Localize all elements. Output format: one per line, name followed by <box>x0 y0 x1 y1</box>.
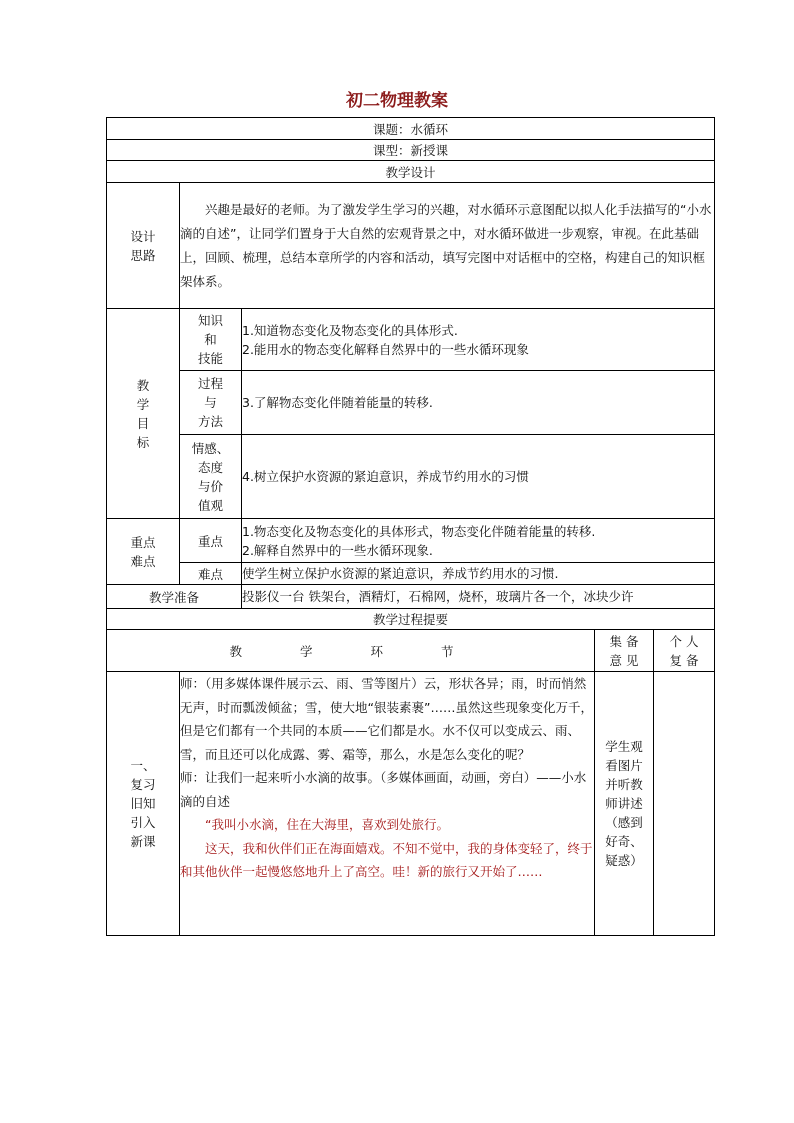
design-label: 设计 思路 <box>107 183 180 309</box>
section1-para1: 师：（用多媒体课件展示云、雨、雪等图片）云，形状各异；雨，时而悄然无声，时而瓢泼倾盆；雪，使大地“银装素裹”……虽然这些现象变化万千，但是它们都有一个共同的本质——它们都是水。水不仅可以变成云、雨、雪，而且还可以化成露、雾、霜等，那么，水是怎么变化的呢？ <box>180 676 593 762</box>
difficult-text: 使学生树立保护水资源的紧迫意识，养成节约用水的习惯. <box>242 563 715 585</box>
difficult-label: 难点 <box>180 563 242 585</box>
topic-row: 课题：水循环 <box>107 118 715 140</box>
section1-content <box>180 672 595 936</box>
personal-review-header: 个 人 复 备 <box>654 630 715 672</box>
section1-para2: 师：让我们一起来听小水滴的故事。（多媒体画面，动画，旁白）——小水滴的自述 <box>180 770 587 809</box>
section1-label: 一、 复习 旧知 引入 新课 <box>107 672 180 936</box>
key-label: 重点 <box>180 519 242 563</box>
knowledge-items: 1.知道物态变化及物态变化的具体形式. 2.能用水的物态变化解释自然界中的一些水循环现象 <box>242 309 715 371</box>
preparation-text: 投影仪一台 铁架台，酒精灯，石棉网，烧杯，玻璃片各一个，冰块少许 <box>242 585 715 609</box>
design-header: 教学设计 <box>107 161 715 183</box>
process-method-items: 3.了解物态变化伴随着能量的转移. <box>242 371 715 435</box>
steps-header: 教学环节 <box>107 630 595 672</box>
preparation-label: 教学准备 <box>107 585 242 609</box>
process-header: 教学过程提要 <box>107 609 715 630</box>
knowledge-label: 知识 和 技能 <box>180 309 242 371</box>
lesson-plan-table <box>106 117 715 936</box>
section1-para3: “我叫小水滴，住在大海里，喜欢到处旅行。 <box>205 817 449 832</box>
document-title: 初二物理教案 <box>346 91 448 111</box>
key-items: 1.物态变化及物态变化的具体形式，物态变化伴随着能量的转移. 2.解释自然界中的一些水循环现象. <box>242 519 715 563</box>
section1-note: 学生观 看图片 并听教 师讲述 （感到 好奇、 疑惑） <box>595 672 654 936</box>
section1-para4: 这天，我和伙伴们正在海面嬉戏。不知不觉中，我的身体变轻了，终于和其他伙伴一起慢悠悠地升上了高空。哇！新的旅行又开始了…… <box>180 840 593 879</box>
objectives-label: 教 学 目 标 <box>107 309 180 519</box>
type-row: 课型：新授课 <box>107 140 715 161</box>
process-method-label: 过程 与 方法 <box>180 371 242 435</box>
emotion-items: 4.树立保护水资源的紧迫意识，养成节约用水的习惯 <box>242 435 715 519</box>
design-text: 兴趣是最好的老师。为了激发学生学习的兴趣，对水循环示意图配以拟人化手法描写的“小水滴的自述”，让同学们置身于大自然的宏观背景之中，对水循环做进一步观察，审视。在此基础上，回顾、梳理，总结本章所学的内容和活动，填写完图中对话框中的空格，构建自己的知识框架体系。 <box>180 183 715 309</box>
key-difficult-label: 重点 难点 <box>107 519 180 585</box>
section1-personal-review <box>654 672 715 936</box>
emotion-label: 情感、 态度 与价 值观 <box>180 435 242 519</box>
collective-opinion-header: 集 备 意 见 <box>595 630 654 672</box>
